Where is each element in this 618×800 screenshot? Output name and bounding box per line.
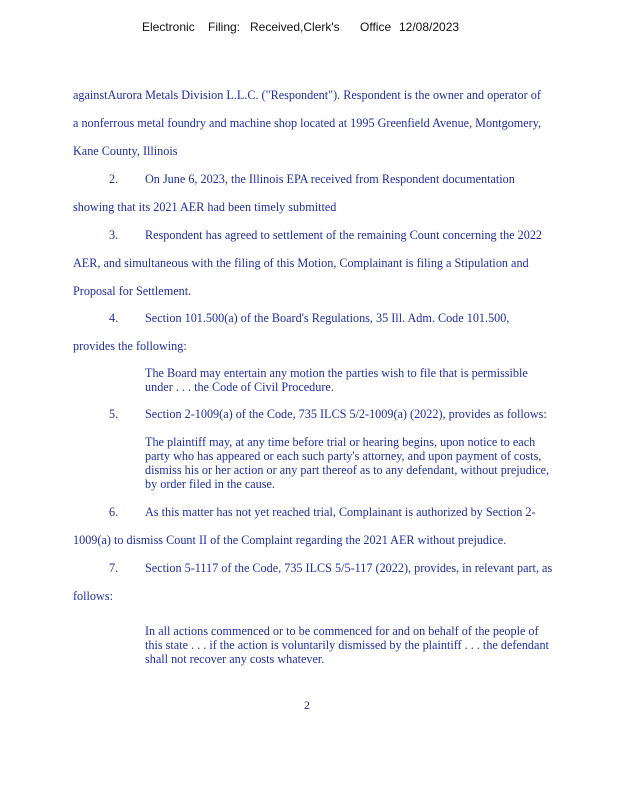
body-line: As this matter has not yet reached trial, Complainant is authorized by Section 2- <box>145 505 536 519</box>
body-line: Kane County, Illinois <box>73 144 178 158</box>
body-line: Section 2-1009(a) of the Code, 735 ILCS 5/2-1009(a) (2022), provides as follows: <box>145 407 547 421</box>
block-quote-line: In all actions commenced or to be commenced for and on behalf of the people of <box>145 624 539 638</box>
body-line: Section 101.500(a) of the Board's Regulations, 35 Ill. Adm. Code 101.500, <box>145 311 510 325</box>
page-number: 2 <box>304 698 310 712</box>
block-quote-line: The plaintiff may, at any time before trial or hearing begins, upon notice to each <box>145 435 536 449</box>
body-line: againstAurora Metals Division L.L.C. ("Respondent"). Respondent is the owner and operator of <box>73 88 541 102</box>
block-quote-line: by order filed in the cause. <box>145 477 275 491</box>
body-line: follows: <box>73 589 113 603</box>
paragraph-number: 5. <box>109 407 119 421</box>
body-line: showing that its 2021 AER had been timely submitted <box>73 200 337 214</box>
body-line: AER, and simultaneous with the filing of this Motion, Complainant is filing a Stipulation and <box>73 256 529 270</box>
body-line: provides the following: <box>73 339 187 353</box>
paragraph-number: 7. <box>109 561 119 575</box>
body-line: a nonferrous metal foundry and machine shop located at 1995 Greenfield Avenue, Montgomery, <box>73 116 542 130</box>
body-line: Respondent has agreed to settlement of the remaining Count concerning the 2022 <box>145 228 543 242</box>
header-filing: Filing: <box>208 20 241 34</box>
block-quote-line: dismiss his or her action or any part thereof as to any defendant, without prejudice, <box>145 463 550 477</box>
header-office: Office <box>360 20 392 34</box>
header-received: Received,Clerk's <box>250 20 340 34</box>
block-quote-line: under . . . the Code of Civil Procedure. <box>145 380 334 394</box>
paragraph-number: 3. <box>109 228 119 242</box>
block-quote-line: The Board may entertain any motion the parties wish to file that is permissible <box>145 366 528 380</box>
body-line: On June 6, 2023, the Illinois EPA received from Respondent documentation <box>145 172 515 186</box>
paragraph-number: 2. <box>109 172 119 186</box>
block-quote-line: party who has appeared or each such party's attorney, and upon payment of costs, <box>145 449 542 463</box>
block-quote-line: shall not recover any costs whatever. <box>145 652 325 666</box>
body-line: Section 5-1117 of the Code, 735 ILCS 5/5-117 (2022), provides, in relevant part, as <box>145 561 553 575</box>
block-quote-line: this state . . . if the action is voluntarily dismissed by the plaintiff . . . the defendant <box>145 638 549 652</box>
body-line: 1009(a) to dismiss Count II of the Complaint regarding the 2021 AER without prejudice. <box>73 533 507 547</box>
paragraph-number: 6. <box>109 505 119 519</box>
header-electronic: Electronic <box>142 20 195 34</box>
body-line: Proposal for Settlement. <box>73 284 192 298</box>
header-date: 12/08/2023 <box>399 20 460 34</box>
paragraph-number: 4. <box>109 311 119 325</box>
